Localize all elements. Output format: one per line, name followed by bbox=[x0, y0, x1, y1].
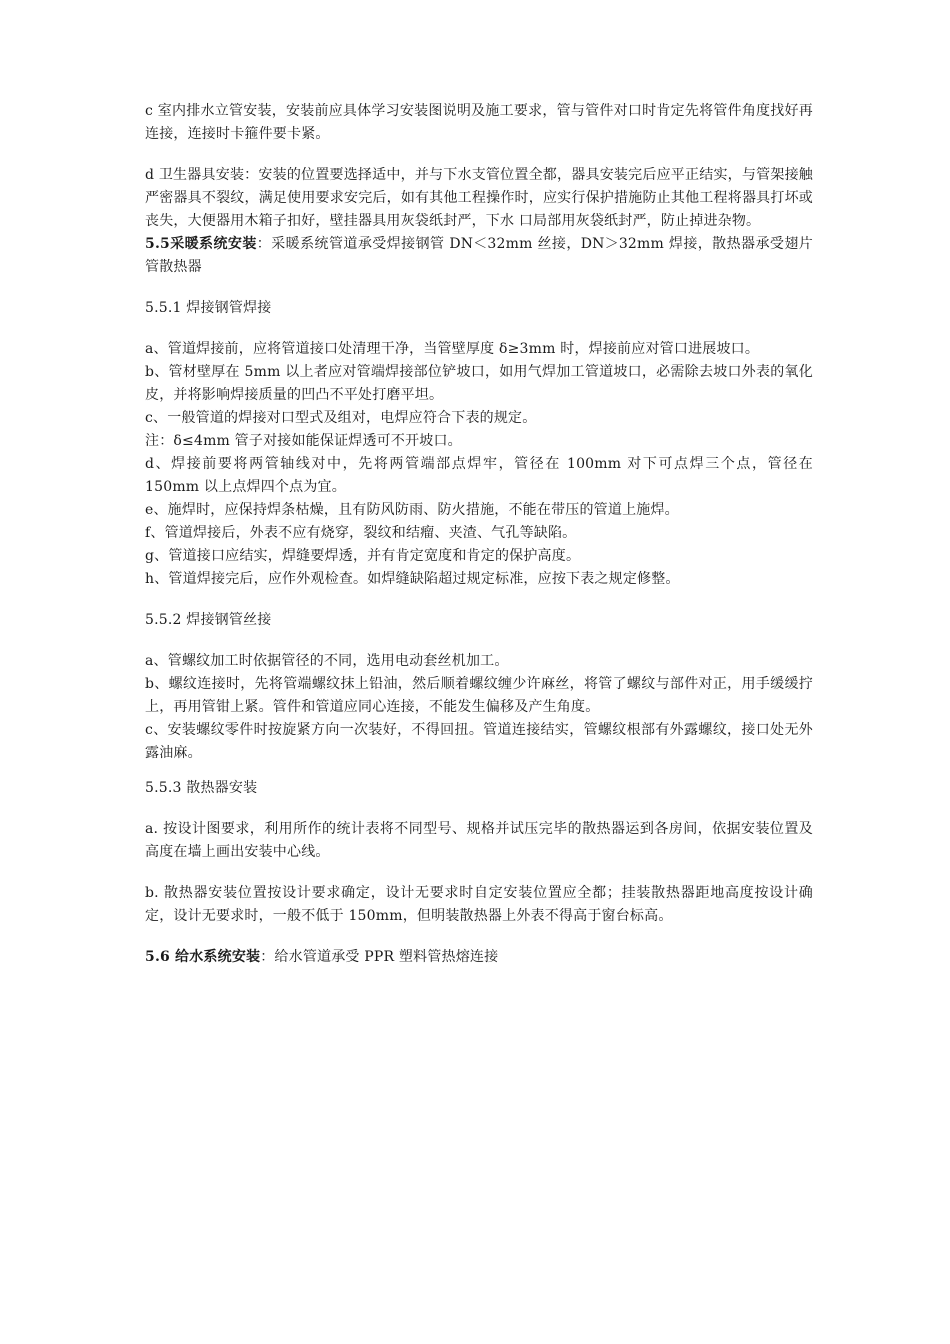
item-5-5-1-c: c、一般管道的焊接对口型式及组对，电焊应符合下表的规定。 bbox=[145, 410, 537, 426]
item-5-5-3-b: b. 散热器安装位置按设计要求确定，设计无要求时自定安装位置应全都；挂装散热器距地高度按设计确定，设计无要求时，一般不低于 150mm，但明装散热器上外表不得高于窗台标高。 bbox=[145, 885, 813, 924]
section-5-6-body: ：给水管道承受 PPR 塑料管热熔连接 bbox=[260, 949, 499, 965]
item-5-5-1-note: 注：δ≤4mm 管子对接如能保证焊透可不开坡口。 bbox=[145, 433, 462, 449]
item-5-5-1-g: g、管道接口应结实，焊缝要焊透，并有肯定宽度和肯定的保护高度。 bbox=[145, 548, 581, 564]
item-5-5-1-d: d、焊接前要将两管轴线对中，先将两管端部点焊牢，管径在 100mm 对下可点焊三个点，管径在 150mm 以上点焊四个点为宜。 bbox=[145, 456, 813, 495]
subsection-5-5-1-title: 5.5.1 焊接钢管焊接 bbox=[145, 300, 272, 316]
document-page bbox=[145, 100, 813, 969]
section-5-6-water-supply bbox=[145, 946, 813, 969]
item-5-5-1-h: h、管道焊接完后，应作外观检查。如焊缝缺陷超过规定标准，应按下表之规定修整。 bbox=[145, 571, 680, 587]
item-5-5-2-a: a、管螺纹加工时依据管径的不同，选用电动套丝机加工。 bbox=[145, 653, 509, 669]
paragraph-d-sanitary-fixtures: d 卫生器具安装：安装的位置要选择适中，并与下水支管位置全都，器具安装完后应平正结实，与管架接触严密器具不裂纹，满足使用要求安完后，如有其他工程操作时，应实行保护措施防止其他工程将器具打坏或丧失，大便器用木箱子扣好，壁挂器具用灰袋纸封严，下水 口局部用灰袋纸封严，防止掉进杂物。 bbox=[145, 167, 813, 229]
item-5-5-2-b: b、螺纹连接时，先将管端螺纹抹上铅油，然后顺着螺纹缠少许麻丝，将管了螺纹与部件对正，用手缓缓拧上，再用管钳上紧。管件和管道应同心连接，不能发生偏移及产生角度。 bbox=[145, 676, 813, 715]
section-5-5-body: ：采暖系统管道承受焊接钢管 DN＜32mm 丝接，DN＞32mm 焊接，散热器承受翅片管散热器 bbox=[145, 236, 813, 275]
item-5-5-1-f: f、管道焊接后，外表不应有烧穿，裂纹和结瘤、夹渣、气孔等缺陷。 bbox=[145, 525, 577, 541]
item-5-5-2-c: c、安装螺纹零件时按旋紧方向一次装好，不得回扭。管道连接结实，管螺纹根部有外露螺纹，接口处无外露油麻。 bbox=[145, 722, 813, 761]
item-5-5-1-b: b、管材壁厚在 5mm 以上者应对管端焊接部位铲坡口，如用气焊加工管道坡口，必需除去坡口外表的氧化皮，并将影响焊接质量的凹凸不平处打磨平坦。 bbox=[145, 364, 813, 403]
item-5-5-1-e: e、施焊时，应保持焊条枯燥，且有防风防雨、防火措施，不能在带压的管道上施焊。 bbox=[145, 502, 679, 518]
subsection-5-5-3-title: 5.5.3 散热器安装 bbox=[145, 780, 258, 796]
section-5-5-heating bbox=[145, 233, 813, 279]
item-5-5-1-a: a、管道焊接前，应将管道接口处清理干净，当管壁厚度 δ≥3mm 时，焊接前应对管口进展坡口。 bbox=[145, 341, 760, 357]
paragraph-c-drain-pipe: c 室内排水立管安装，安装前应具体学习安装图说明及施工要求，管与管件对口时肯定先将管件角度找好再连接，连接时卡箍件要卡紧。 bbox=[145, 103, 813, 142]
section-5-5-heading: 5.5采暖系统安装 bbox=[145, 236, 257, 252]
section-5-6-heading: 5.6 给水系统安装 bbox=[145, 949, 261, 965]
subsection-5-5-2-title: 5.5.2 焊接钢管丝接 bbox=[145, 612, 272, 628]
item-5-5-3-a: a. 按设计图要求，利用所作的统计表将不同型号、规格并试压完毕的散热器运到各房间，依据安装位置及高度在墙上画出安装中心线。 bbox=[145, 821, 813, 860]
